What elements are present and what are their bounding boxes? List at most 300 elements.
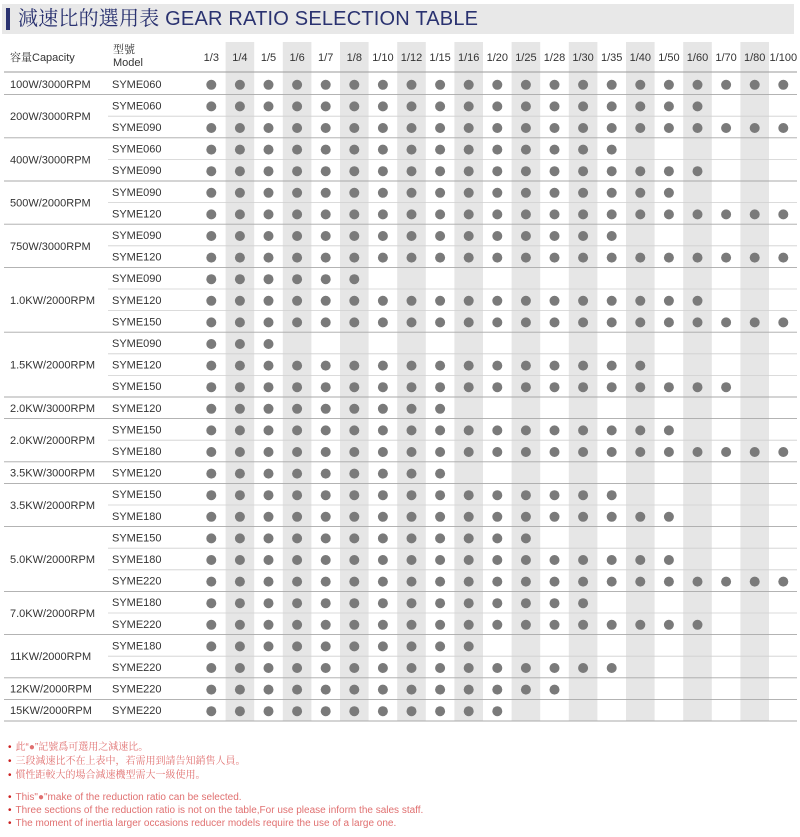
ratio-available-dot <box>578 166 588 176</box>
ratio-available-dot <box>292 145 302 155</box>
ratio-available-dot <box>435 577 445 587</box>
ratio-available-dot <box>264 296 274 306</box>
ratio-available-dot <box>464 577 474 587</box>
ratio-available-dot <box>693 382 703 392</box>
column-stripe <box>683 42 712 721</box>
ratio-available-dot <box>321 317 331 327</box>
ratio-available-dot <box>464 209 474 219</box>
ratio-available-dot <box>578 490 588 500</box>
model-label: SYME120 <box>112 208 162 221</box>
ratio-available-dot <box>607 382 617 392</box>
ratio-available-dot <box>578 145 588 155</box>
ratio-available-dot <box>693 447 703 457</box>
ratio-available-dot <box>407 447 417 457</box>
ratio-available-dot <box>235 296 245 306</box>
ratio-available-dot <box>750 253 760 263</box>
ratio-available-dot <box>607 555 617 565</box>
ratio-available-dot <box>407 512 417 522</box>
ratio-available-dot <box>492 706 502 716</box>
model-label: SYME060 <box>112 100 162 113</box>
ratio-available-dot <box>635 620 645 630</box>
ratio-available-dot <box>664 317 674 327</box>
ratio-available-dot <box>206 231 216 241</box>
ratio-available-dot <box>521 425 531 435</box>
column-stripe <box>626 42 655 721</box>
ratio-available-dot <box>292 533 302 543</box>
ratio-available-dot <box>778 577 788 587</box>
ratio-available-dot <box>321 598 331 608</box>
ratio-available-dot <box>721 123 731 133</box>
ratio-available-dot <box>550 101 560 111</box>
ratio-available-dot <box>321 382 331 392</box>
capacity-label: 3.5KW/2000RPM <box>10 500 95 512</box>
ratio-available-dot <box>464 253 474 263</box>
ratio-available-dot <box>492 490 502 500</box>
ratio-available-dot <box>206 361 216 371</box>
ratio-available-dot <box>235 447 245 457</box>
ratio-available-dot <box>235 490 245 500</box>
ratio-available-dot <box>693 166 703 176</box>
ratio-available-dot <box>693 209 703 219</box>
ratio-available-dot <box>378 555 388 565</box>
ratio-available-dot <box>235 80 245 90</box>
ratio-available-dot <box>464 166 474 176</box>
ratio-available-dot <box>550 512 560 522</box>
model-label: SYME150 <box>112 381 162 394</box>
ratio-available-dot <box>264 533 274 543</box>
model-label: SYME220 <box>112 662 162 674</box>
ratio-available-dot <box>521 555 531 565</box>
ratio-available-dot <box>492 317 502 327</box>
ratio-available-dot <box>292 166 302 176</box>
ratio-available-dot <box>492 101 502 111</box>
ratio-available-dot <box>407 706 417 716</box>
ratio-available-dot <box>607 253 617 263</box>
model-label: SYME180 <box>112 446 162 458</box>
ratio-available-dot <box>750 123 760 133</box>
ratio-available-dot <box>635 123 645 133</box>
ratio-available-dot <box>578 555 588 565</box>
ratio-available-dot <box>464 490 474 500</box>
ratio-available-dot <box>464 685 474 695</box>
ratio-available-dot <box>635 361 645 371</box>
ratio-available-dot <box>550 447 560 457</box>
column-stripe <box>512 42 541 721</box>
ratio-available-dot <box>264 512 274 522</box>
model-label: SYME090 <box>112 338 162 350</box>
note-text: 慣性距較大的場合減速機型需大一級使用。 <box>15 770 206 781</box>
ratio-available-dot <box>235 382 245 392</box>
ratio-available-dot <box>206 577 216 587</box>
capacity-label: 1.0KW/2000RPM <box>10 294 95 307</box>
ratio-available-dot <box>292 231 302 241</box>
ratio-available-dot <box>206 469 216 479</box>
ratio-available-dot <box>378 641 388 651</box>
ratio-available-dot <box>235 685 245 695</box>
capacity-label: 2.0KW/3000RPM <box>10 402 95 415</box>
ratio-available-dot <box>407 253 417 263</box>
ratio-available-dot <box>464 231 474 241</box>
capacity-label: 12KW/2000RPM <box>10 683 92 696</box>
ratio-available-dot <box>292 555 302 565</box>
ratio-available-dot <box>578 425 588 435</box>
ratio-available-dot <box>435 490 445 500</box>
ratio-available-dot <box>321 469 331 479</box>
ratio-available-dot <box>206 555 216 565</box>
ratio-available-dot <box>235 577 245 587</box>
ratio-available-dot <box>378 533 388 543</box>
ratio-available-dot <box>321 253 331 263</box>
ratio-available-dot <box>321 425 331 435</box>
model-label: SYME120 <box>112 402 162 415</box>
page-title: 減速比的選用表 GEAR RATIO SELECTION TABLE <box>18 8 479 30</box>
ratio-available-dot <box>349 317 359 327</box>
capacity-label: 15KW/2000RPM <box>10 705 92 718</box>
ratio-available-dot <box>607 188 617 198</box>
ratio-header: 1/5 <box>260 52 277 64</box>
ratio-available-dot <box>407 685 417 695</box>
ratio-available-dot <box>664 80 674 90</box>
ratio-available-dot <box>264 490 274 500</box>
ratio-available-dot <box>578 317 588 327</box>
ratio-available-dot <box>521 253 531 263</box>
ratio-available-dot <box>578 188 588 198</box>
note-text: 三段減速比不在上表中，若需用到請告知銷售人員。 <box>15 756 246 767</box>
ratio-available-dot <box>206 209 216 219</box>
ratio-available-dot <box>321 555 331 565</box>
ratio-available-dot <box>407 101 417 111</box>
ratio-available-dot <box>264 317 274 327</box>
ratio-available-dot <box>750 577 760 587</box>
ratio-available-dot <box>235 145 245 155</box>
ratio-available-dot <box>435 533 445 543</box>
column-stripe <box>340 42 369 721</box>
ratio-available-dot <box>435 317 445 327</box>
ratio-available-dot <box>292 577 302 587</box>
ratio-available-dot <box>321 490 331 500</box>
ratio-available-dot <box>292 80 302 90</box>
note-bullet: • <box>8 805 12 816</box>
ratio-available-dot <box>607 166 617 176</box>
model-label: SYME150 <box>112 532 162 545</box>
ratio-available-dot <box>435 123 445 133</box>
note-text: Three sections of the reduction ratio is not on the table,For use please inform the sales staff. <box>15 805 424 816</box>
ratio-available-dot <box>721 317 731 327</box>
capacity-label: 2.0KW/2000RPM <box>10 435 95 448</box>
ratio-available-dot <box>235 123 245 133</box>
capacity-label: 5.0KW/2000RPM <box>10 554 95 566</box>
ratio-available-dot <box>435 512 445 522</box>
ratio-available-dot <box>550 123 560 133</box>
ratio-available-dot <box>750 317 760 327</box>
ratio-available-dot <box>635 101 645 111</box>
model-label: SYME150 <box>112 424 162 437</box>
note-text: This"●"make of the reduction ratio can be selected. <box>15 792 242 803</box>
model-label: SYME180 <box>112 597 162 610</box>
capacity-label: 400W/3000RPM <box>10 154 91 167</box>
ratio-available-dot <box>492 253 502 263</box>
ratio-available-dot <box>492 577 502 587</box>
ratio-header: 1/20 <box>486 52 509 64</box>
ratio-available-dot <box>378 166 388 176</box>
ratio-available-dot <box>235 339 245 349</box>
model-label: SYME090 <box>112 165 162 178</box>
ratio-header: 1/35 <box>600 52 623 64</box>
ratio-available-dot <box>693 123 703 133</box>
note-en-3 <box>8 818 396 830</box>
ratio-available-dot <box>464 382 474 392</box>
ratio-available-dot <box>378 425 388 435</box>
ratio-available-dot <box>407 598 417 608</box>
ratio-header: 1/50 <box>658 52 680 64</box>
ratio-available-dot <box>435 166 445 176</box>
ratio-available-dot <box>349 209 359 219</box>
ratio-available-dot <box>464 641 474 651</box>
ratio-available-dot <box>550 145 560 155</box>
ratio-available-dot <box>464 317 474 327</box>
ratio-available-dot <box>435 404 445 414</box>
ratio-available-dot <box>607 490 617 500</box>
ratio-available-dot <box>235 361 245 371</box>
ratio-available-dot <box>206 188 216 198</box>
ratio-header: 1/10 <box>372 52 394 64</box>
ratio-header: 1/30 <box>572 52 594 64</box>
ratio-available-dot <box>407 123 417 133</box>
ratio-available-dot <box>693 253 703 263</box>
ratio-available-dot <box>349 361 359 371</box>
ratio-available-dot <box>464 425 474 435</box>
model-label: SYME220 <box>112 705 162 718</box>
ratio-available-dot <box>607 145 617 155</box>
ratio-available-dot <box>235 231 245 241</box>
ratio-available-dot <box>378 404 388 414</box>
column-stripe <box>454 42 483 721</box>
ratio-available-dot <box>492 685 502 695</box>
ratio-available-dot <box>721 577 731 587</box>
ratio-available-dot <box>778 123 788 133</box>
ratio-available-dot <box>264 663 274 673</box>
ratio-available-dot <box>292 598 302 608</box>
model-label: SYME120 <box>112 467 162 480</box>
ratio-available-dot <box>349 555 359 565</box>
ratio-available-dot <box>521 577 531 587</box>
ratio-available-dot <box>206 339 216 349</box>
model-label: SYME150 <box>112 316 162 329</box>
note-bullet: • <box>8 770 12 781</box>
ratio-available-dot <box>321 101 331 111</box>
ratio-available-dot <box>407 533 417 543</box>
ratio-available-dot <box>321 166 331 176</box>
ratio-available-dot <box>521 598 531 608</box>
ratio-available-dot <box>321 296 331 306</box>
ratio-header: 1/3 <box>203 52 219 64</box>
ratio-available-dot <box>235 533 245 543</box>
ratio-available-dot <box>407 166 417 176</box>
ratio-available-dot <box>521 209 531 219</box>
model-label: SYME220 <box>112 683 162 696</box>
column-stripe <box>397 42 426 721</box>
ratio-available-dot <box>607 209 617 219</box>
ratio-available-dot <box>264 598 274 608</box>
ratio-available-dot <box>635 188 645 198</box>
ratio-available-dot <box>206 404 216 414</box>
ratio-available-dot <box>206 685 216 695</box>
capacity-label: 3.5KW/3000RPM <box>10 467 95 480</box>
ratio-available-dot <box>349 447 359 457</box>
ratio-available-dot <box>407 577 417 587</box>
ratio-available-dot <box>635 382 645 392</box>
ratio-available-dot <box>349 166 359 176</box>
ratio-available-dot <box>321 188 331 198</box>
ratio-available-dot <box>464 361 474 371</box>
ratio-available-dot <box>235 166 245 176</box>
ratio-available-dot <box>264 80 274 90</box>
ratio-available-dot <box>435 80 445 90</box>
ratio-available-dot <box>435 620 445 630</box>
ratio-header: 1/40 <box>629 52 652 64</box>
ratio-available-dot <box>521 166 531 176</box>
ratio-available-dot <box>206 123 216 133</box>
ratio-available-dot <box>206 533 216 543</box>
ratio-available-dot <box>521 685 531 695</box>
ratio-available-dot <box>550 685 560 695</box>
ratio-header: 1/70 <box>715 52 737 64</box>
ratio-available-dot <box>492 166 502 176</box>
ratio-available-dot <box>321 361 331 371</box>
note-cn-1 <box>8 742 148 754</box>
ratio-available-dot <box>521 296 531 306</box>
ratio-available-dot <box>664 620 674 630</box>
ratio-available-dot <box>378 512 388 522</box>
ratio-available-dot <box>378 685 388 695</box>
ratio-available-dot <box>721 382 731 392</box>
ratio-available-dot <box>464 296 474 306</box>
ratio-available-dot <box>435 447 445 457</box>
ratio-available-dot <box>235 209 245 219</box>
ratio-available-dot <box>607 123 617 133</box>
ratio-available-dot <box>492 598 502 608</box>
ratio-available-dot <box>578 253 588 263</box>
ratio-available-dot <box>407 663 417 673</box>
ratio-available-dot <box>635 577 645 587</box>
ratio-available-dot <box>435 361 445 371</box>
ratio-available-dot <box>235 512 245 522</box>
model-label: SYME150 <box>112 489 162 502</box>
ratio-available-dot <box>235 598 245 608</box>
ratio-available-dot <box>378 447 388 457</box>
ratio-available-dot <box>407 188 417 198</box>
ratio-header: 1/60 <box>686 52 709 64</box>
note-bullet: • <box>8 818 12 829</box>
ratio-available-dot <box>206 166 216 176</box>
ratio-available-dot <box>235 274 245 284</box>
ratio-available-dot <box>292 101 302 111</box>
ratio-available-dot <box>721 209 731 219</box>
model-header-en: Model <box>113 57 143 69</box>
ratio-available-dot <box>607 80 617 90</box>
ratio-available-dot <box>578 361 588 371</box>
ratio-available-dot <box>264 209 274 219</box>
ratio-header: 1/80 <box>743 52 766 64</box>
ratio-available-dot <box>521 447 531 457</box>
ratio-available-dot <box>407 80 417 90</box>
ratio-available-dot <box>206 296 216 306</box>
ratio-available-dot <box>635 166 645 176</box>
ratio-available-dot <box>321 404 331 414</box>
model-label: SYME180 <box>112 640 162 653</box>
model-label: SYME180 <box>112 510 162 523</box>
ratio-available-dot <box>378 620 388 630</box>
ratio-available-dot <box>264 123 274 133</box>
ratio-available-dot <box>664 447 674 457</box>
ratio-header: 1/28 <box>543 52 566 64</box>
ratio-available-dot <box>492 231 502 241</box>
ratio-available-dot <box>264 101 274 111</box>
capacity-label: 500W/2000RPM <box>10 197 91 210</box>
ratio-available-dot <box>235 317 245 327</box>
ratio-available-dot <box>292 490 302 500</box>
ratio-available-dot <box>550 317 560 327</box>
ratio-available-dot <box>492 296 502 306</box>
ratio-available-dot <box>521 382 531 392</box>
ratio-available-dot <box>407 469 417 479</box>
ratio-available-dot <box>693 80 703 90</box>
ratio-available-dot <box>778 80 788 90</box>
ratio-available-dot <box>607 317 617 327</box>
ratio-available-dot <box>378 209 388 219</box>
ratio-available-dot <box>378 188 388 198</box>
column-stripe <box>740 42 769 721</box>
ratio-available-dot <box>635 425 645 435</box>
ratio-available-dot <box>521 231 531 241</box>
model-label: SYME090 <box>112 273 162 286</box>
ratio-available-dot <box>550 80 560 90</box>
ratio-available-dot <box>492 145 502 155</box>
ratio-available-dot <box>550 188 560 198</box>
ratio-available-dot <box>206 663 216 673</box>
ratio-available-dot <box>521 490 531 500</box>
ratio-header: 1/8 <box>346 52 362 64</box>
ratio-available-dot <box>435 706 445 716</box>
ratio-available-dot <box>578 598 588 608</box>
ratio-available-dot <box>264 685 274 695</box>
ratio-available-dot <box>435 685 445 695</box>
ratio-available-dot <box>349 80 359 90</box>
ratio-available-dot <box>607 663 617 673</box>
ratio-available-dot <box>464 101 474 111</box>
ratio-available-dot <box>292 317 302 327</box>
ratio-available-dot <box>407 490 417 500</box>
ratio-available-dot <box>693 577 703 587</box>
ratio-available-dot <box>607 425 617 435</box>
ratio-available-dot <box>664 101 674 111</box>
ratio-available-dot <box>550 361 560 371</box>
ratio-available-dot <box>349 490 359 500</box>
ratio-available-dot <box>235 641 245 651</box>
ratio-available-dot <box>264 145 274 155</box>
ratio-available-dot <box>292 404 302 414</box>
ratio-available-dot <box>292 188 302 198</box>
ratio-available-dot <box>321 706 331 716</box>
ratio-available-dot <box>378 469 388 479</box>
ratio-available-dot <box>635 555 645 565</box>
ratio-available-dot <box>521 361 531 371</box>
ratio-available-dot <box>607 231 617 241</box>
ratio-available-dot <box>664 188 674 198</box>
ratio-available-dot <box>206 253 216 263</box>
ratio-available-dot <box>235 620 245 630</box>
ratio-available-dot <box>407 209 417 219</box>
